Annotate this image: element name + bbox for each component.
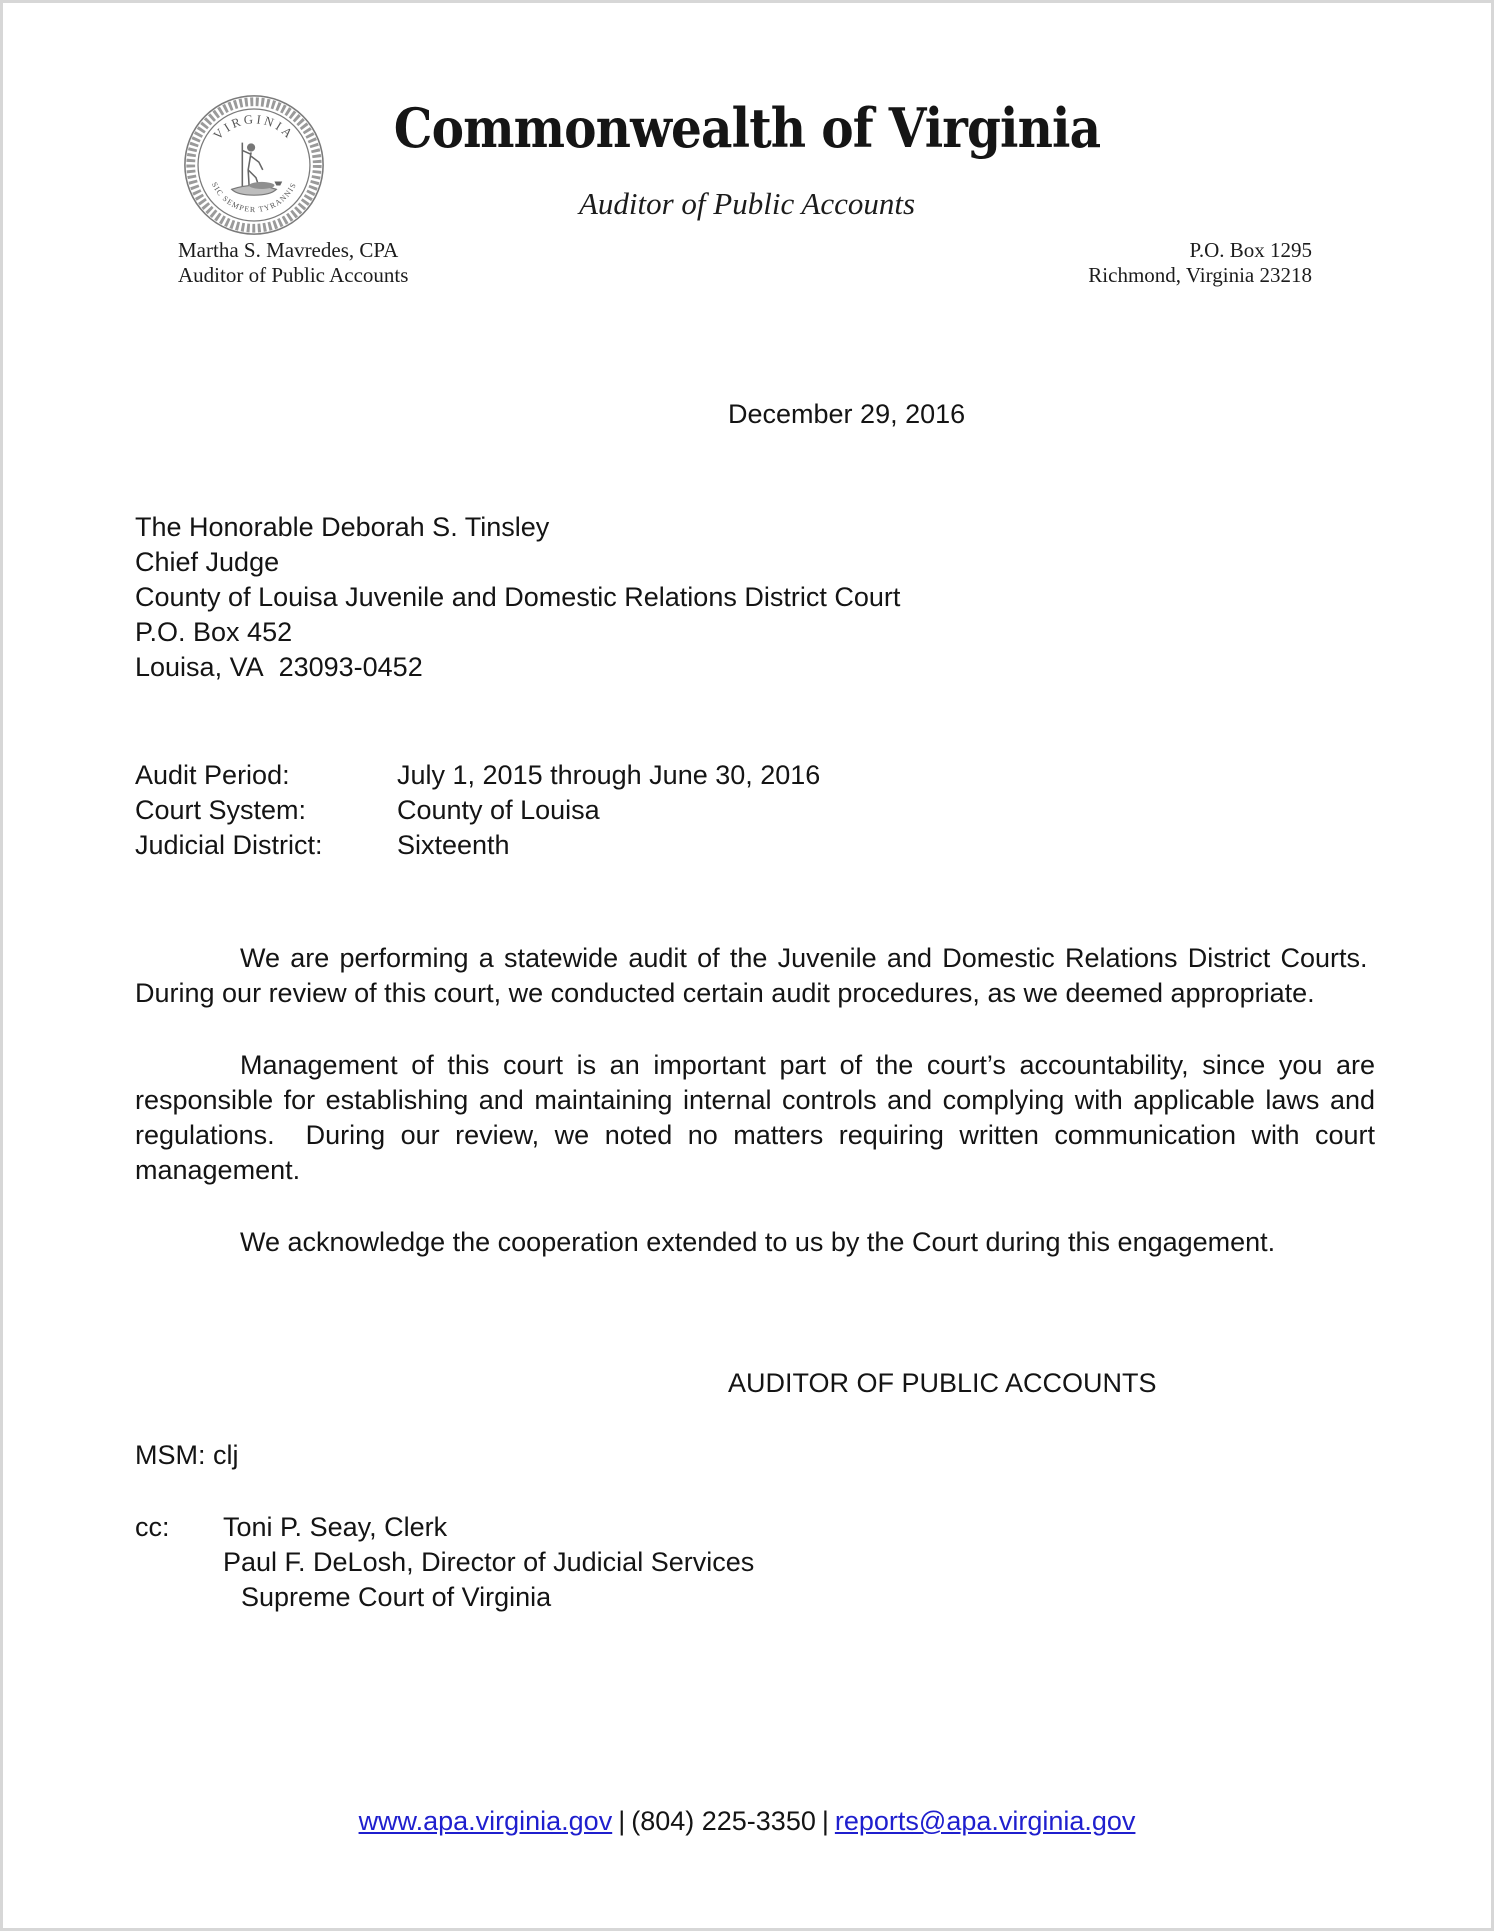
typist-initials: MSM: clj (135, 1440, 239, 1470)
letter-date: December 29, 2016 (728, 399, 966, 429)
organization-title: Commonwealth of Virginia (393, 96, 1101, 160)
recipient-name: The Honorable Deborah S. Tinsley (135, 512, 550, 542)
footer-separator: | (821, 1806, 829, 1836)
reference-row (135, 758, 820, 793)
letterhead-address-block (1088, 238, 1312, 288)
body-paragraph-3: We acknowledge the cooperation extended to us by the Court during this engagement. (240, 1227, 1276, 1257)
cc-label: cc: (135, 1512, 170, 1542)
official-title: Auditor of Public Accounts (178, 263, 409, 287)
reference-row (135, 828, 820, 863)
official-block (178, 238, 408, 288)
seal-bottom-text: SIC SEMPER TYRANNIS (209, 180, 299, 215)
body-paragraph-2: Management of this court is an important part of the court’s accountability, since you are responsible for establishing and maintaining internal controls and complying with applicable laws and regulations. During our review, we noted no matters requiring written communication with court management. (135, 1050, 1375, 1185)
recipient-block (135, 510, 900, 685)
footer-separator: | (618, 1806, 626, 1836)
audit-period-label: Audit Period: (135, 760, 290, 790)
audit-period-value: July 1, 2015 through June 30, 2016 (397, 760, 821, 790)
recipient-city-zip: Louisa, VA 23093-0452 (135, 652, 423, 682)
email-link[interactable]: reports@apa.virginia.gov (834, 1806, 1136, 1836)
po-box-line: P.O. Box 1295 (1189, 238, 1312, 262)
website-link[interactable]: www.apa.virginia.gov (358, 1806, 613, 1836)
judicial-district-label: Judicial District: (135, 830, 323, 860)
city-state-zip-line: Richmond, Virginia 23218 (1088, 263, 1312, 287)
seal-top-text: VIRGINIA (210, 112, 298, 143)
phone-number: (804) 225-3350 (631, 1806, 816, 1836)
court-system-value: County of Louisa (397, 795, 600, 825)
cc-line: Toni P. Seay, Clerk (223, 1512, 448, 1542)
cc-block (135, 1510, 754, 1615)
reference-block (135, 758, 820, 863)
cc-line: Supreme Court of Virginia (241, 1582, 552, 1612)
signature-line: AUDITOR OF PUBLIC ACCOUNTS (728, 1368, 1157, 1398)
court-system-label: Court System: (135, 795, 307, 825)
official-name: Martha S. Mavredes, CPA (178, 238, 399, 262)
recipient-po-box: P.O. Box 452 (135, 617, 293, 647)
judicial-district-value: Sixteenth (397, 830, 510, 860)
recipient-court: County of Louisa Juvenile and Domestic Relations District Court (135, 582, 901, 612)
cc-line: Paul F. DeLosh, Director of Judicial Services (223, 1547, 755, 1577)
recipient-title: Chief Judge (135, 547, 280, 577)
reference-row (135, 793, 820, 828)
body-paragraph-1: We are performing a statewide audit of the Juvenile and Domestic Relations District Courts. During our review of this court, we conducted certain audit procedures, as we deemed appropriate. (135, 943, 1375, 1008)
cc-names (223, 1510, 754, 1615)
footer (0, 1806, 1494, 1837)
division-subtitle: Auditor of Public Accounts (578, 186, 916, 221)
